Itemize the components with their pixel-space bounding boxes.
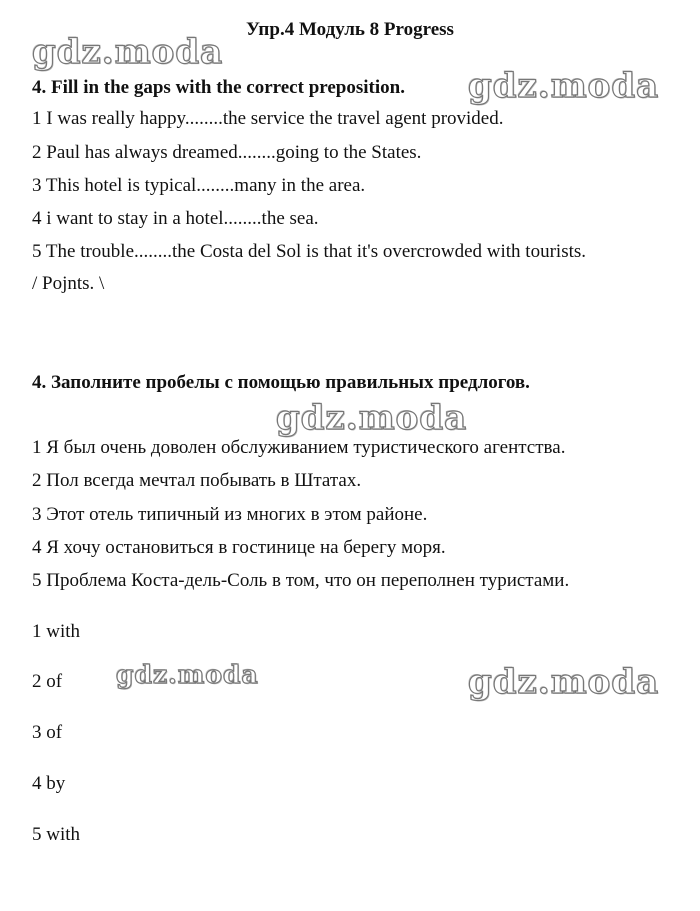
english-heading: 4. Fill in the gaps with the correct preposition. (32, 77, 405, 98)
answer-item: 3 of (32, 722, 63, 743)
english-item: 5 The trouble........the Costa del Sol is that it's overcrowded with tourists. (32, 241, 587, 262)
answer-item: 1 with (32, 621, 81, 642)
points-text: / Pojnts. \ (32, 273, 105, 294)
english-item: 4 i want to stay in a hotel........the sea. (32, 208, 319, 229)
english-item: 2 Paul has always dreamed........going to the States. (32, 142, 422, 163)
russian-item: 5 Проблема Коста-дель-Соль в том, что он переполнен туристами. (32, 570, 570, 591)
page-title: Упр.4 Модуль 8 Progress (246, 19, 454, 40)
english-item: 1 I was really happy........the service the travel agent provided. (32, 108, 504, 129)
watermark: gdz.moda (276, 398, 468, 438)
russian-item: 3 Этот отель типичный из многих в этом районе. (32, 504, 428, 525)
watermark: gdz.moda (468, 662, 660, 702)
russian-item: 2 Пол всегда мечтал побывать в Штатах. (32, 470, 362, 491)
watermark: gdz.moda (116, 660, 259, 689)
answer-item: 2 of (32, 671, 63, 692)
watermark: gdz.moda (468, 66, 660, 106)
answer-item: 4 by (32, 773, 66, 794)
russian-item: 1 Я был очень доволен обслуживанием туристического агентства. (32, 437, 566, 458)
russian-heading: 4. Заполните пробелы с помощью правильных предлогов. (32, 372, 530, 393)
answer-item: 5 with (32, 824, 81, 845)
english-item: 3 This hotel is typical........many in the area. (32, 175, 366, 196)
russian-item: 4 Я хочу остановиться в гостинице на берегу моря. (32, 537, 446, 558)
watermark: gdz.moda (32, 32, 224, 72)
